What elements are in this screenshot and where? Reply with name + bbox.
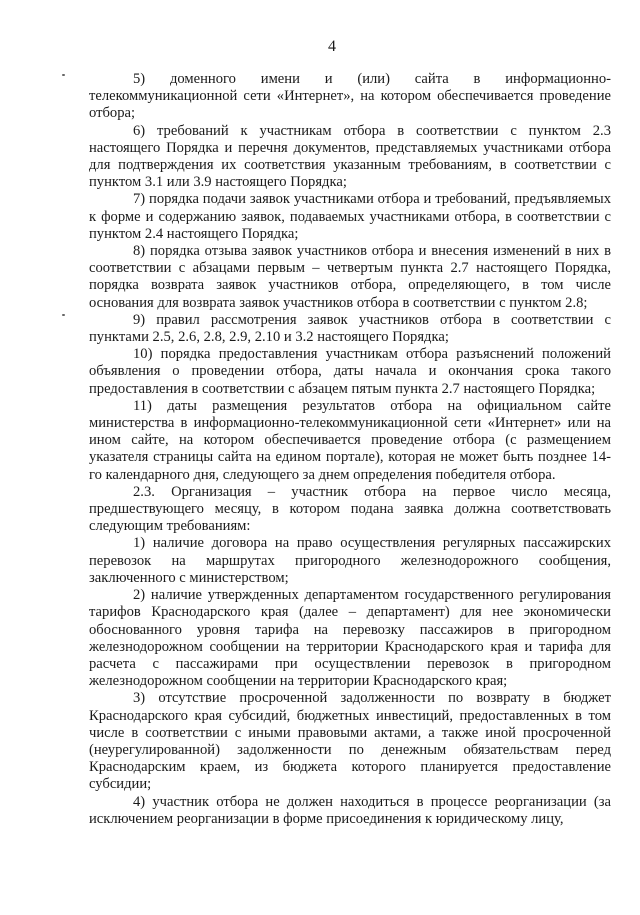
paragraph-requirement-1: 1) наличие договора на право осуществления регулярных пассажирских перевозок на маршрутах пригородного железнодорожного сообщения, заключенного с министерством; xyxy=(89,535,611,586)
scan-speck xyxy=(62,74,65,76)
paragraph-requirement-4: 4) участник отбора не должен находиться в процессе реорганизации (за исключением реорганизации в форме присоединения к юридическому лицу, xyxy=(89,793,611,827)
paragraph-section-2-3: 2.3. Организация – участник отбора на первое число месяца, предшествующего месяцу, в котором подана заявка должна соответствовать следующим требованиям: xyxy=(89,483,611,535)
paragraph-item-8: 8) порядка отзыва заявок участников отбора и внесения изменений в них в соответствии с абзацами первым – четвертым пункта 2.7 настоящего Порядка, порядка возврата заявок участников отбора, определяющего, в том числе основания для возврата заявок участников отбора в соответствии с пунктом 2.8; xyxy=(89,243,611,311)
paragraph-item-11: 11) даты размещения результатов отбора на официальном сайте министерства в информационно-телекоммуникационной сети «Интернет» или на ином сайте, на котором обеспечивается проведение отбора (с размещением указателя страницы сайта на едином портале), которая не может быть позднее 14-го календарного дня, следующего за днем определения победителя отбора. xyxy=(89,397,611,483)
paragraph-item-5: 5) доменного имени и (или) сайта в информационно-телекоммуникационной сети «Интернет», на котором обеспечивается проведение отбора; xyxy=(89,71,611,122)
page-number: 4 xyxy=(328,38,336,55)
paragraph-item-7: 7) порядка подачи заявок участниками отбора и требований, предъявляемых к форме и содержанию заявок, подаваемых участниками отбора, в соответствии с пунктом 2.4 настоящего Порядка; xyxy=(89,191,611,242)
paragraph-item-10: 10) порядка предоставления участникам отбора разъяснений положений объявления о проведении отбора, даты начала и окончания срока такого предоставления в соответствии с абзацем пятым пункта 2.7 настоящего Порядка; xyxy=(89,346,611,397)
paragraph-requirement-2: 2) наличие утвержденных департаментом государственного регулирования тарифов Краснодарского края (далее – департамент) для нее экономически обоснованного уровня тарифа на перевозку пассажиров в пригородном железнодорожном сообщении на территории Краснодарского края и тарифа для расчета с пассажирами при осуществлении перевозок в пригородном железнодорожном сообщении на территории Краснодарского края; xyxy=(89,587,611,690)
paragraph-item-6: 6) требований к участникам отбора в соответствии с пунктом 2.3 настоящего Порядка и перечня документов, представляемых участниками отбора для подтверждения их соответствия указанным требованиям, в соответствии с пунктом 3.1 или 3.9 настоящего Порядка; xyxy=(89,122,611,191)
document-body xyxy=(89,71,611,828)
paragraph-item-9: 9) правил рассмотрения заявок участников отбора в соответствии с пунктами 2.5, 2.6, 2.8, 2.9, 2.10 и 3.2 настоящего Порядка; xyxy=(89,311,611,346)
paragraph-requirement-3: 3) отсутствие просроченной задолженности по возврату в бюджет Краснодарского края субсидий, бюджетных инвестиций, предоставленных в том числе в соответствии с иными правовыми актами, а также иной просроченной (неурегулированной) задолженности по денежным обязательствам перед Краснодарским краем, из бюджета которого планируется предоставление субсидии; xyxy=(89,690,611,793)
scan-speck xyxy=(62,314,65,316)
